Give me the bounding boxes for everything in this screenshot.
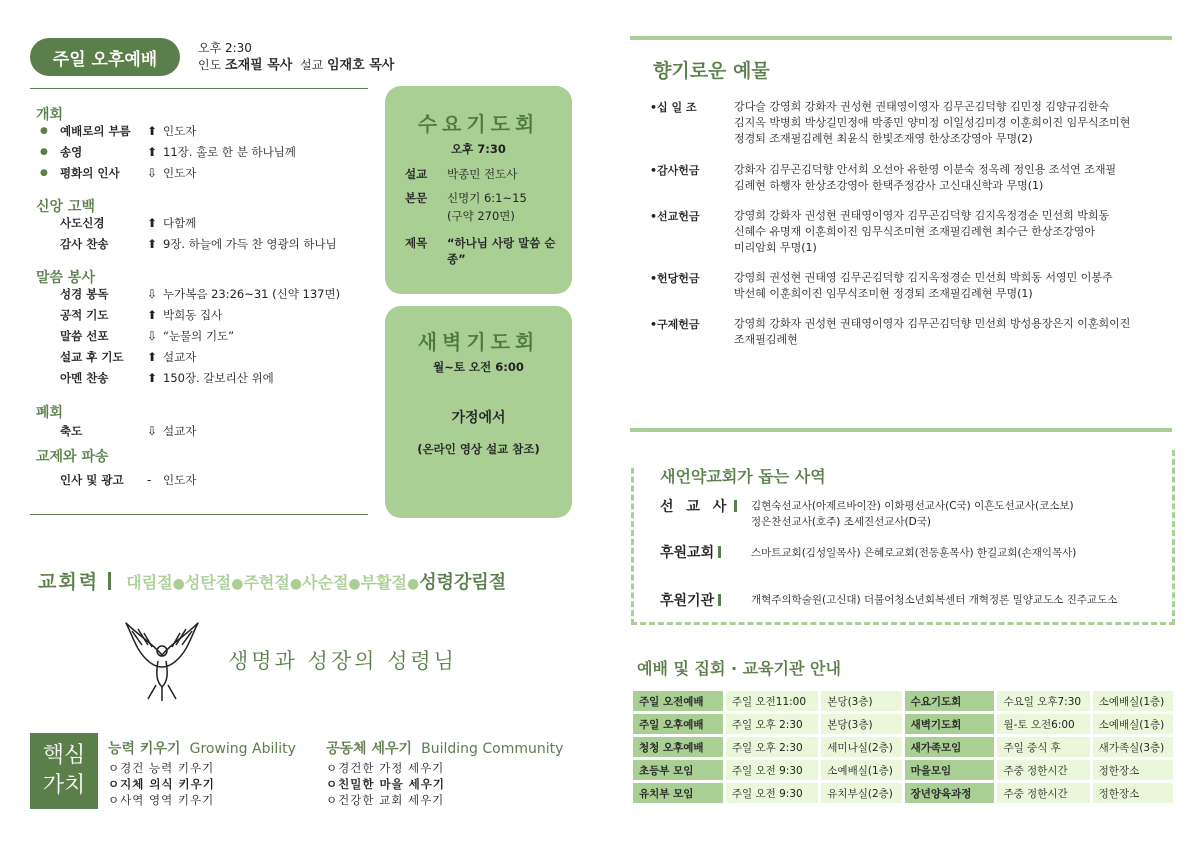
season-item: 대림절 [126, 573, 173, 592]
section-heading: 폐회 [36, 405, 64, 421]
season-item: 성탄절 [184, 573, 232, 592]
divider [30, 88, 368, 89]
order-item: 사도신경 ⬆ 다함께 [60, 216, 197, 230]
section-heading: 신앙 고백 [36, 199, 95, 215]
value-col-1: 능력 키우기 Growing Ability [108, 741, 296, 757]
dawn-note: (온라인 영상 설교 참조) [417, 442, 540, 456]
dove-icon [122, 615, 202, 703]
wednesday-time: 오후 7:30 [451, 142, 506, 156]
order-item: 공적 기도 ⬆ 박희동 집사 [60, 308, 223, 322]
table-row: 주일 오전예배 주일 오전11:00 본당(3층) 수요기도회 수요일 오후7:30 소예배실(1층) [633, 691, 1173, 711]
preacher-name: 임재호 목사 [327, 58, 395, 73]
service-title: 주일 오후예배 [30, 38, 180, 76]
value-list-2: ㅇ경건한 가정 세우기 ㅇ친밀한 마을 세우기 ㅇ건강한 교회 세우기 [326, 761, 445, 807]
mission-label: 후원교회 [660, 542, 721, 562]
section-heading: 개회 [36, 107, 64, 123]
service-info [198, 40, 394, 74]
mission-rule [630, 428, 1172, 432]
separator-bar [108, 572, 111, 590]
mission-label: 선 교 사 [660, 496, 737, 516]
order-item: ● 예배로의 부름 ⬆ 인도자 [40, 124, 197, 138]
w-text-label: 본문 [405, 191, 428, 205]
mission-list: 개혁주의학술원(고신대) 더불어청소년회복센터 개혁정론 밀양교도소 진주교도소 [751, 594, 1118, 606]
w-subject-label: 제목 [405, 236, 428, 250]
preacher-label: 설교 [299, 58, 324, 72]
section-heading: 교제와 파송 [36, 449, 109, 465]
leader-label: 인도 [198, 58, 222, 72]
mission-label: 후원기관 [660, 590, 721, 610]
missions-title: 새언약교회가 돕는 사역 [660, 467, 826, 486]
order-item: 축도 ⇩ 설교자 [60, 424, 197, 438]
value-col-2: 공동체 세우기 Building Community [326, 741, 564, 757]
order-item: 감사 찬송 ⬆ 9장. 하늘에 가득 찬 영광의 하나님 [60, 237, 337, 251]
service-time: 오후 2:30 [198, 41, 252, 55]
w-text: 신명기 6:1~15 [447, 191, 527, 205]
order-item: 성경 봉독 ⇩ 누가복음 23:26~31 (신약 137면) [60, 287, 341, 301]
schedule-table [630, 688, 1176, 806]
w-preacher-label: 설교 [405, 167, 428, 181]
schedule-title: 예배 및 집회 · 교육기관 안내 [637, 659, 841, 678]
top-rule [630, 36, 1172, 40]
wednesday-box [385, 86, 572, 294]
value-list-1: ㅇ경건 능력 키우기 ㅇ지체 의식 키우기 ㅇ사역 영역 키우기 [108, 761, 215, 807]
order-item: 인사 및 광고 - 인도자 [60, 473, 197, 487]
dawn-box [385, 306, 572, 518]
w-text-page: (구약 270면) [447, 209, 515, 223]
section-heading: 말씀 봉사 [36, 270, 95, 286]
season-item: 부활절 [360, 573, 407, 592]
divider [30, 514, 368, 515]
wednesday-title: 수요기도회 [417, 112, 540, 136]
mission-list: 스마트교회(김성일목사) 은혜로교회(전동훈목사) 한길교회(손재익목사) [751, 547, 1077, 559]
mission-list: 김현숙선교사(아제르바이잔) 이화평선교사(C국) 이흔도선교사(코소보) 정은찬선교사(호주) 조세진선교사(D국) [751, 500, 1074, 528]
season-item: 사순절 [302, 573, 349, 592]
order-item: 아멘 찬송 ⬆ 150장. 갈보리산 위에 [60, 371, 274, 385]
leader-name: 조재필 목사 [225, 58, 293, 73]
table-row: 청청 오후예배 주일 오후 2:30 세미나실(2층) 새가족모임 주일 중식 후 새가족실(3층) [633, 737, 1173, 757]
order-item: ● 평화의 인사 ⇩ 인도자 [40, 166, 197, 180]
w-subject: “하나님 사랑 말씀 순종” [447, 236, 556, 266]
table-row: 유치부 모임 주일 오전 9:30 유치부실(2층) 장년양육과정 주중 정한시간 정한장소 [633, 783, 1173, 803]
order-item: ● 송영 ⬆ 11장. 홀로 한 분 하나님께 [40, 145, 296, 159]
order-item: 설교 후 기도 ⬆ 설교자 [60, 350, 197, 364]
current-season: 성령강림절 [419, 572, 507, 593]
season-item: 주현절 [243, 573, 290, 592]
table-row: 주일 오후예배 주일 오후 2:30 본당(3층) 새벽기도회 월-토 오전6:00 소예배실(1층) [633, 714, 1173, 734]
dawn-place: 가정에서 [451, 410, 506, 426]
core-values-badge: 핵심 가치 [30, 733, 98, 809]
church-calendar: 교회력 대림절●성탄절●주현절●사순절●부활절●성령강림절 [38, 571, 507, 593]
dawn-time: 월~토 오전 6:00 [433, 360, 524, 374]
order-item: 말씀 선포 ⇩ “눈물의 기도” [60, 329, 235, 343]
dawn-title: 새벽기도회 [417, 330, 540, 354]
calendar-motto: 생명과 성장의 성령님 [228, 649, 457, 673]
offerings-title: 향기로운 예물 [653, 60, 770, 82]
w-preacher: 박종민 전도사 [447, 167, 518, 181]
table-row: 초등부 모임 주일 오전 9:30 소예배실(1층) 마을모임 주중 정한시간 정한장소 [633, 760, 1173, 780]
calendar-label: 교회력 [38, 571, 100, 593]
